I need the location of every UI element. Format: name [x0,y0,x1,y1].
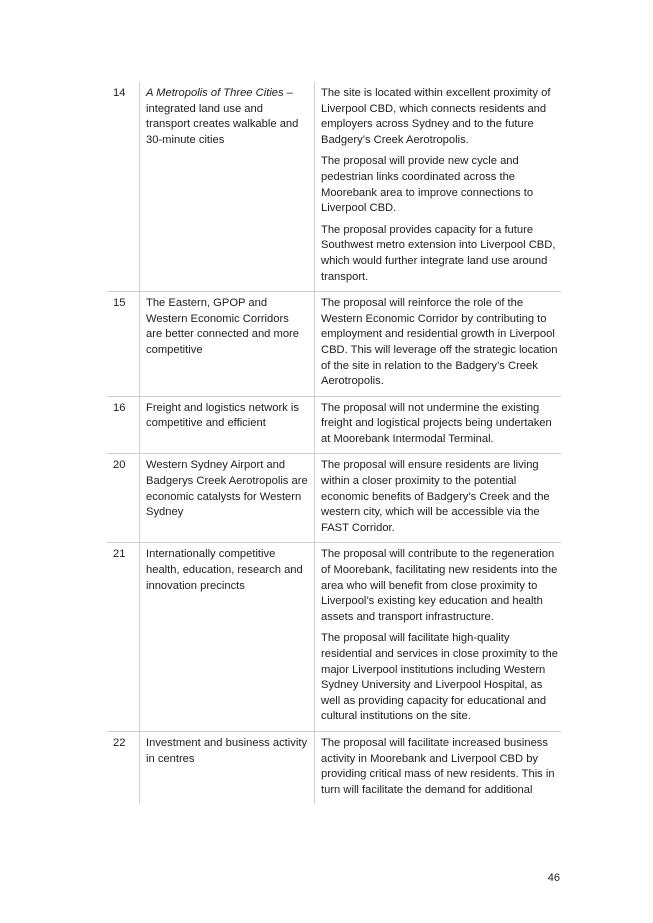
response-paragraph: The proposal will reinforce the role of the Western Economic Corridor by contributing to employment and residential growth in Liverpool CBD. This will leverage off the strategic location of the site in relation to the Badgery’s Creek Aerotropolis. [321,297,558,388]
response-paragraph: The proposal will provide new cycle and pedestrian links coordinated across the Moorebank area to improve connections to Liverpool CBD. [321,155,534,215]
response-cell [315,82,562,292]
response-cell [315,454,562,543]
table-row [107,454,561,543]
objective-number: 15 [113,297,126,310]
table-row [107,82,561,292]
objective-cell [140,82,315,292]
response-paragraph: The proposal will ensure residents are living within a closer proximity to the potential economic benefits of Badgery’s Creek and the western city, which will be accessible via the FAST Corridor. [321,459,550,534]
objective-number: 16 [113,401,126,414]
objective-title: Freight and logistics network is competitive and efficient [140,396,315,454]
response-paragraph: The proposal provides capacity for a future Southwest metro extension into Liverpool CBD, which would further integrate land use around transport. [321,223,556,283]
response-paragraph: The proposal will not undermine the existing freight and logistical projects being undertaken at Moorebank Intermodal Terminal. [321,401,552,445]
table-row [107,396,561,454]
objective-title-rest: – integrated land use and transport creates walkable and 30-minute cities [146,87,299,146]
response-paragraph: The site is located within excellent proximity of Liverpool CBD, which connects residents and employers across Sydney and to the future Badgery’s Creek Aerotropolis. [321,87,551,146]
response-paragraph: The proposal will facilitate high-quality residential and services in close proximity to the major Liverpool institutions including Western Sydney University and Liverpool Hospital, as well as providing capacity for educational and cultural institutions on the site. [321,632,558,723]
objective-title: Investment and business activity in centres [140,731,315,804]
objective-title-italic: A Metropolis of Three Cities [146,87,284,99]
objective-number: 22 [113,736,126,749]
table-row [107,543,561,732]
response-cell [315,543,562,732]
response-paragraph: The proposal will facilitate increased business activity in Moorebank and Liverpool CBD by providing critical mass of new residents. This in turn will facilitate the demand for additional [321,736,555,796]
response-cell [315,731,562,804]
objective-number: 14 [113,87,126,99]
objectives-table [107,82,561,804]
response-cell [315,292,562,397]
objective-title: Western Sydney Airport and Badgerys Creek Aerotropolis are economic catalysts for Western Sydney [140,454,315,543]
response-paragraph: The proposal will contribute to the regeneration of Moorebank, facilitating new residents into the area who will benefit from close proximity to Liverpool’s existing key education and health assets and transport infrastructure. [321,548,558,623]
response-cell [315,396,562,454]
objective-title: The Eastern, GPOP and Western Economic Corridors are better connected and more competitive [140,292,315,397]
table-row [107,731,561,804]
page-number: 46 [547,872,560,884]
objective-title: Internationally competitive health, education, research and innovation precincts [140,543,315,732]
table-row [107,292,561,397]
objective-number: 20 [113,459,126,472]
objective-number: 21 [113,548,126,561]
